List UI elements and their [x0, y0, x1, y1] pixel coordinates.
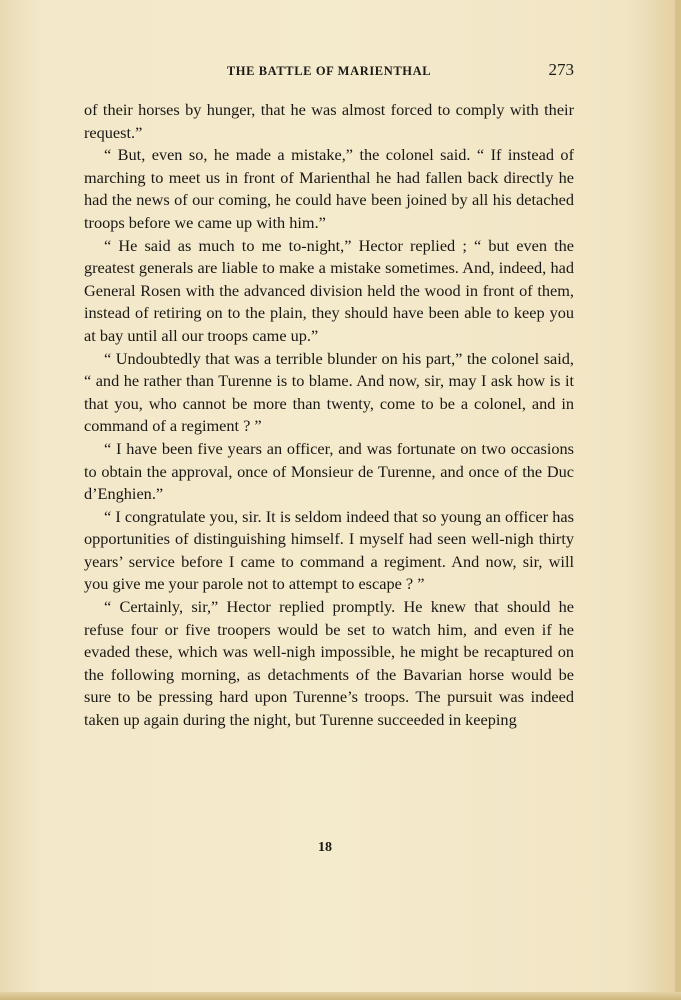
paragraph-5: “ I have been five years an officer, and was fortunate on two occasions to obtain the approval, once of Monsieur de Turenne, and once of the Duc d’Enghien.”: [84, 438, 574, 504]
paragraph-7: “ Certainly, sir,” Hector replied promptly. He knew that should he refuse four or five troopers would be set to watch him, and even if he evaded these, which was well-nigh impossible, he might be recaptured on the following morning, as detachments of the Bavarian horse would be sure to be pressing hard upon Turenne’s troops. The pursuit was indeed taken up again during the night, but Turenne succeeded in keeping: [84, 597, 574, 730]
paragraph-6: “ I congratulate you, sir. It is seldom indeed that so young an officer has opportunities of distinguishing himself. I myself had seen well-nigh thirty years’ service before I came to command a regiment. And now, sir, will you give me your parole not to attempt to escape ? ”: [84, 506, 574, 594]
paragraph-2: “ But, even so, he made a mistake,” the colonel said. “ If instead of marching to meet us in front of Marienthal he had fallen back directly he had the news of our coming, he could have been joined by all his detached troops before we came up with him.”: [84, 145, 574, 232]
page-edge-right: [675, 0, 681, 1000]
running-head: THE BATTLE OF MARIENTHAL: [226, 64, 432, 78]
page-edge-bottom: [0, 992, 681, 1000]
paragraph-4: “ Undoubtedly that was a terrible blunder on his part,” the colonel said, “ and he rather than Turenne is to blame. And now, sir, may I ask how is it that you, who cannot be more than twenty, come to be a colonel, and in command of a regiment ? ”: [84, 348, 574, 436]
page-header: [84, 60, 574, 86]
paragraph-3: “ He said as much to me to-night,” Hector replied ; “ but even the greatest generals are liable to make a mistake sometimes. And, indeed, had General Rosen with the advanced division held the wood in front of them, instead of retiring on to the plain, they should have been able to keep you at bay until all our troops came up.”: [84, 235, 574, 345]
signature-mark: 18: [318, 840, 332, 855]
page-number: 273: [548, 60, 574, 79]
paragraph-1: of their horses by hunger, that he was almost forced to comply with their request.”: [84, 100, 574, 142]
body-text: [84, 99, 574, 732]
